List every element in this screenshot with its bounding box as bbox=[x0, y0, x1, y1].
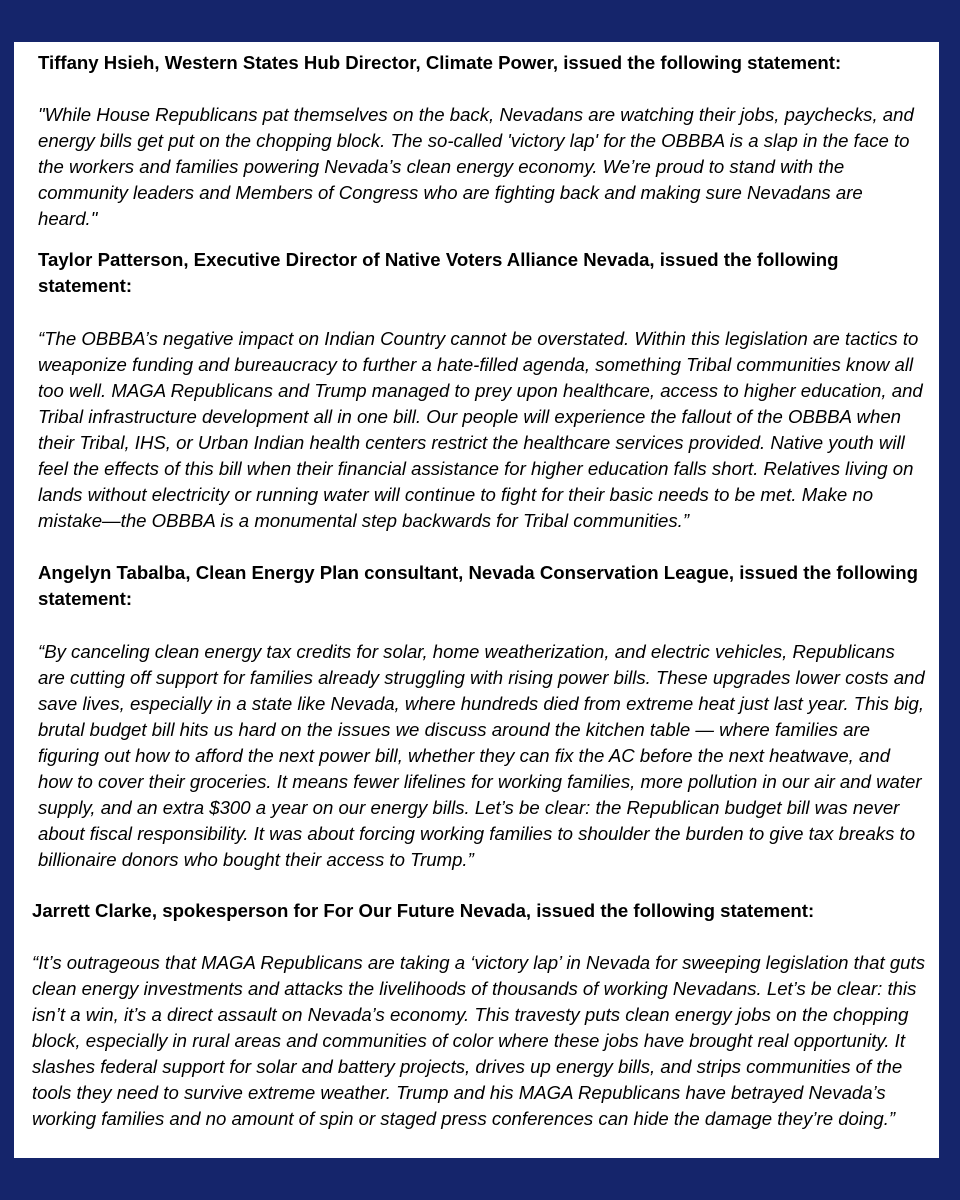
statement-2-quote: “The OBBBA’s negative impact on Indian Country cannot be overstated. Within this legislation are tactics to weaponize funding and bureaucracy to further a hate-filled agenda, something Tribal communities know all too well. MAGA Republicans and Trump managed to prey upon healthcare, access to higher education, and Tribal infrastructure development all in one bill. Our people will experience the fallout of the OBBBA when their Tribal, IHS, or Urban Indian health centers restrict the healthcare services provided. Native youth will feel the effects of this bill when their financial assistance for higher education falls short. Relatives living on lands without electricity or running water will continue to fight for their basic needs to be met. Make no mistake—the OBBBA is a monumental step backwards for Tribal communities.” bbox=[38, 328, 923, 531]
statement-4-heading: Jarrett Clarke, spokesperson for For Our Future Nevada, issued the following statement: bbox=[32, 900, 815, 921]
statement-1-quote: "While House Republicans pat themselves on the back, Nevadans are watching their jobs, paychecks, and energy bills get put on the chopping block. The so-called 'victory lap' for the OBBBA is a slap in the face to the workers and families powering Nevada’s clean energy economy. We’re proud to stand with the community leaders and Members of Congress who are fighting back and making sure Nevadans are heard." bbox=[38, 104, 914, 229]
statement-1-heading: Tiffany Hsieh, Western States Hub Director, Climate Power, issued the following statement: bbox=[38, 52, 842, 73]
statement-3-quote: “By canceling clean energy tax credits for solar, home weatherization, and electric vehicles, Republicans are cutting off support for families already struggling with rising power bills. These upgrades lower costs and save lives, especially in a state like Nevada, where hundreds died from extreme heat just last year. This big, brutal budget bill hits us hard on the issues we discuss around the kitchen table — where families are figuring out how to afford the next power bill, whether they can fix the AC before the next heatwave, and how to cover their groceries. It means fewer lifelines for working families, more pollution in our air and water supply, and an extra $300 a year on our energy bills. Let’s be clear: the Republican budget bill was never about fiscal responsibility. It was about forcing working families to shoulder the burden to give tax breaks to billionaire donors who bought their access to Trump.” bbox=[38, 641, 925, 870]
statement-4-quote: “It’s outrageous that MAGA Republicans are taking a ‘victory lap’ in Nevada for sweeping legislation that guts clean energy investments and attacks the livelihoods of thousands of working Nevadans. Let’s be clear: this isn’t a win, it’s a direct assault on Nevada’s economy. This travesty puts clean energy jobs on the chopping block, especially in rural areas and communities of color where these jobs have brought real opportunity. It slashes federal support for solar and battery projects, drives up energy bills, and strips communities of the tools they need to survive extreme weather. Trump and his MAGA Republicans have betrayed Nevada’s working families and no amount of spin or staged press conferences can hide the damage they’re doing.” bbox=[32, 952, 925, 1129]
statements-card bbox=[14, 42, 939, 1158]
statement-2-heading: Taylor Patterson, Executive Director of Native Voters Alliance Nevada, issued the following statement: bbox=[38, 249, 839, 296]
statement-3-heading: Angelyn Tabalba, Clean Energy Plan consultant, Nevada Conservation League, issued the following statement: bbox=[38, 562, 918, 609]
